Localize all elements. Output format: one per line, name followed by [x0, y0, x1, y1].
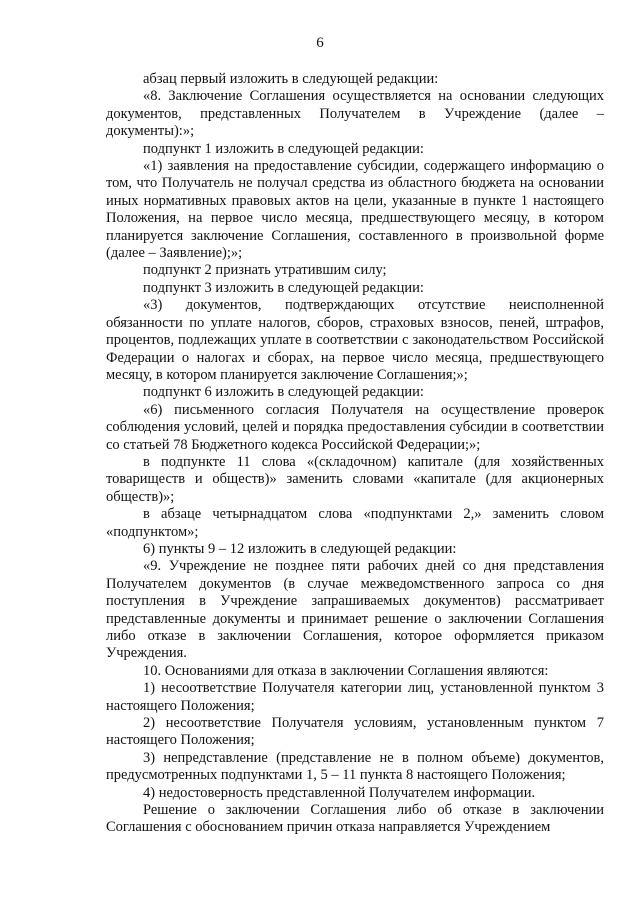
paragraph: «3) документов, подтверждающих отсутствие неисполненной обязанности по уплате налогов, сборов, страховых взносов, пеней, штрафов, процентов, подлежащих уплате в соответствии с законодательством Российской Федерации о налогах и сборах, на первое число месяца, предшествующего месяцу, в котором планируется заключение Соглашения;»;: [106, 297, 604, 383]
paragraph: Решение о заключении Соглашения либо об отказе в заключении Соглашения с обоснованием причин отказа направляется Учреждением: [106, 802, 604, 836]
paragraph: «1) заявления на предоставление субсидии, содержащего информацию о том, что Получатель не получал средства из областного бюджета на основании иных нормативных правовых актов на цели, указанные в пункте 1 настоящего Положения, на первое число месяца, предшествующего месяцу, в котором планируется заключение Соглашения, составленного в произвольной форме (далее – Заявление);»;: [106, 158, 604, 262]
paragraph: «8. Заключение Соглашения осуществляется на основании следующих документов, представленных Получателем в Учреждение (далее – документы):»;: [106, 88, 604, 140]
paragraph: подпункт 2 признать утратившим силу;: [143, 262, 387, 279]
paragraph: в абзаце четырнадцатом слова «подпунктами 2,» заменить словом «подпунктом»;: [106, 506, 604, 540]
paragraph: подпункт 3 изложить в следующей редакции:: [143, 279, 424, 296]
paragraph: «6) письменного согласия Получателя на осуществление проверок соблюдения условий, целей и порядка предоставления субсидии в соответствии со статьей 78 Бюджетного кодекса Российской Федерации;»;: [106, 401, 604, 453]
paragraph: 3) непредставление (представление не в полном объеме) документов, предусмотренных подпунктами 1, 5 – 11 пункта 8 настоящего Положения;: [106, 749, 604, 784]
paragraph: абзац первый изложить в следующей редакции:: [143, 71, 439, 87]
paragraph: «9. Учреждение не позднее пяти рабочих дней со дня представления Получателем документов (в случае межведомственного запроса со дня поступления в Учреждение запрашиваемых документов) рассматривает представленные документы и принимает решение о заключении Соглашения либо отказе в заключении Соглашения, которое оформляется приказом Учреждения.: [106, 558, 604, 662]
document-body: [106, 71, 604, 837]
paragraph: 4) недостоверность представленной Получателем информации.: [143, 784, 536, 801]
paragraph: 10. Основаниями для отказа в заключении Соглашения являются:: [143, 662, 549, 679]
page-number: 6: [316, 35, 324, 51]
paragraph: 2) несоответствие Получателя условиям, установленным пунктом 7 настоящего Положения;: [106, 715, 604, 749]
paragraph: подпункт 1 изложить в следующей редакции:: [143, 140, 424, 157]
paragraph: в подпункте 11 слова «(складочном) капитале (для хозяйственных товариществ и обществ)» заменить словами «капитале (для акционерных обществ)»;: [106, 453, 604, 505]
paragraph: 6) пункты 9 – 12 изложить в следующей редакции:: [143, 540, 457, 557]
paragraph: подпункт 6 изложить в следующей редакции:: [143, 384, 424, 401]
paragraph: 1) несоответствие Получателя категории лиц, установленной пунктом 3 настоящего Положения;: [106, 680, 604, 714]
